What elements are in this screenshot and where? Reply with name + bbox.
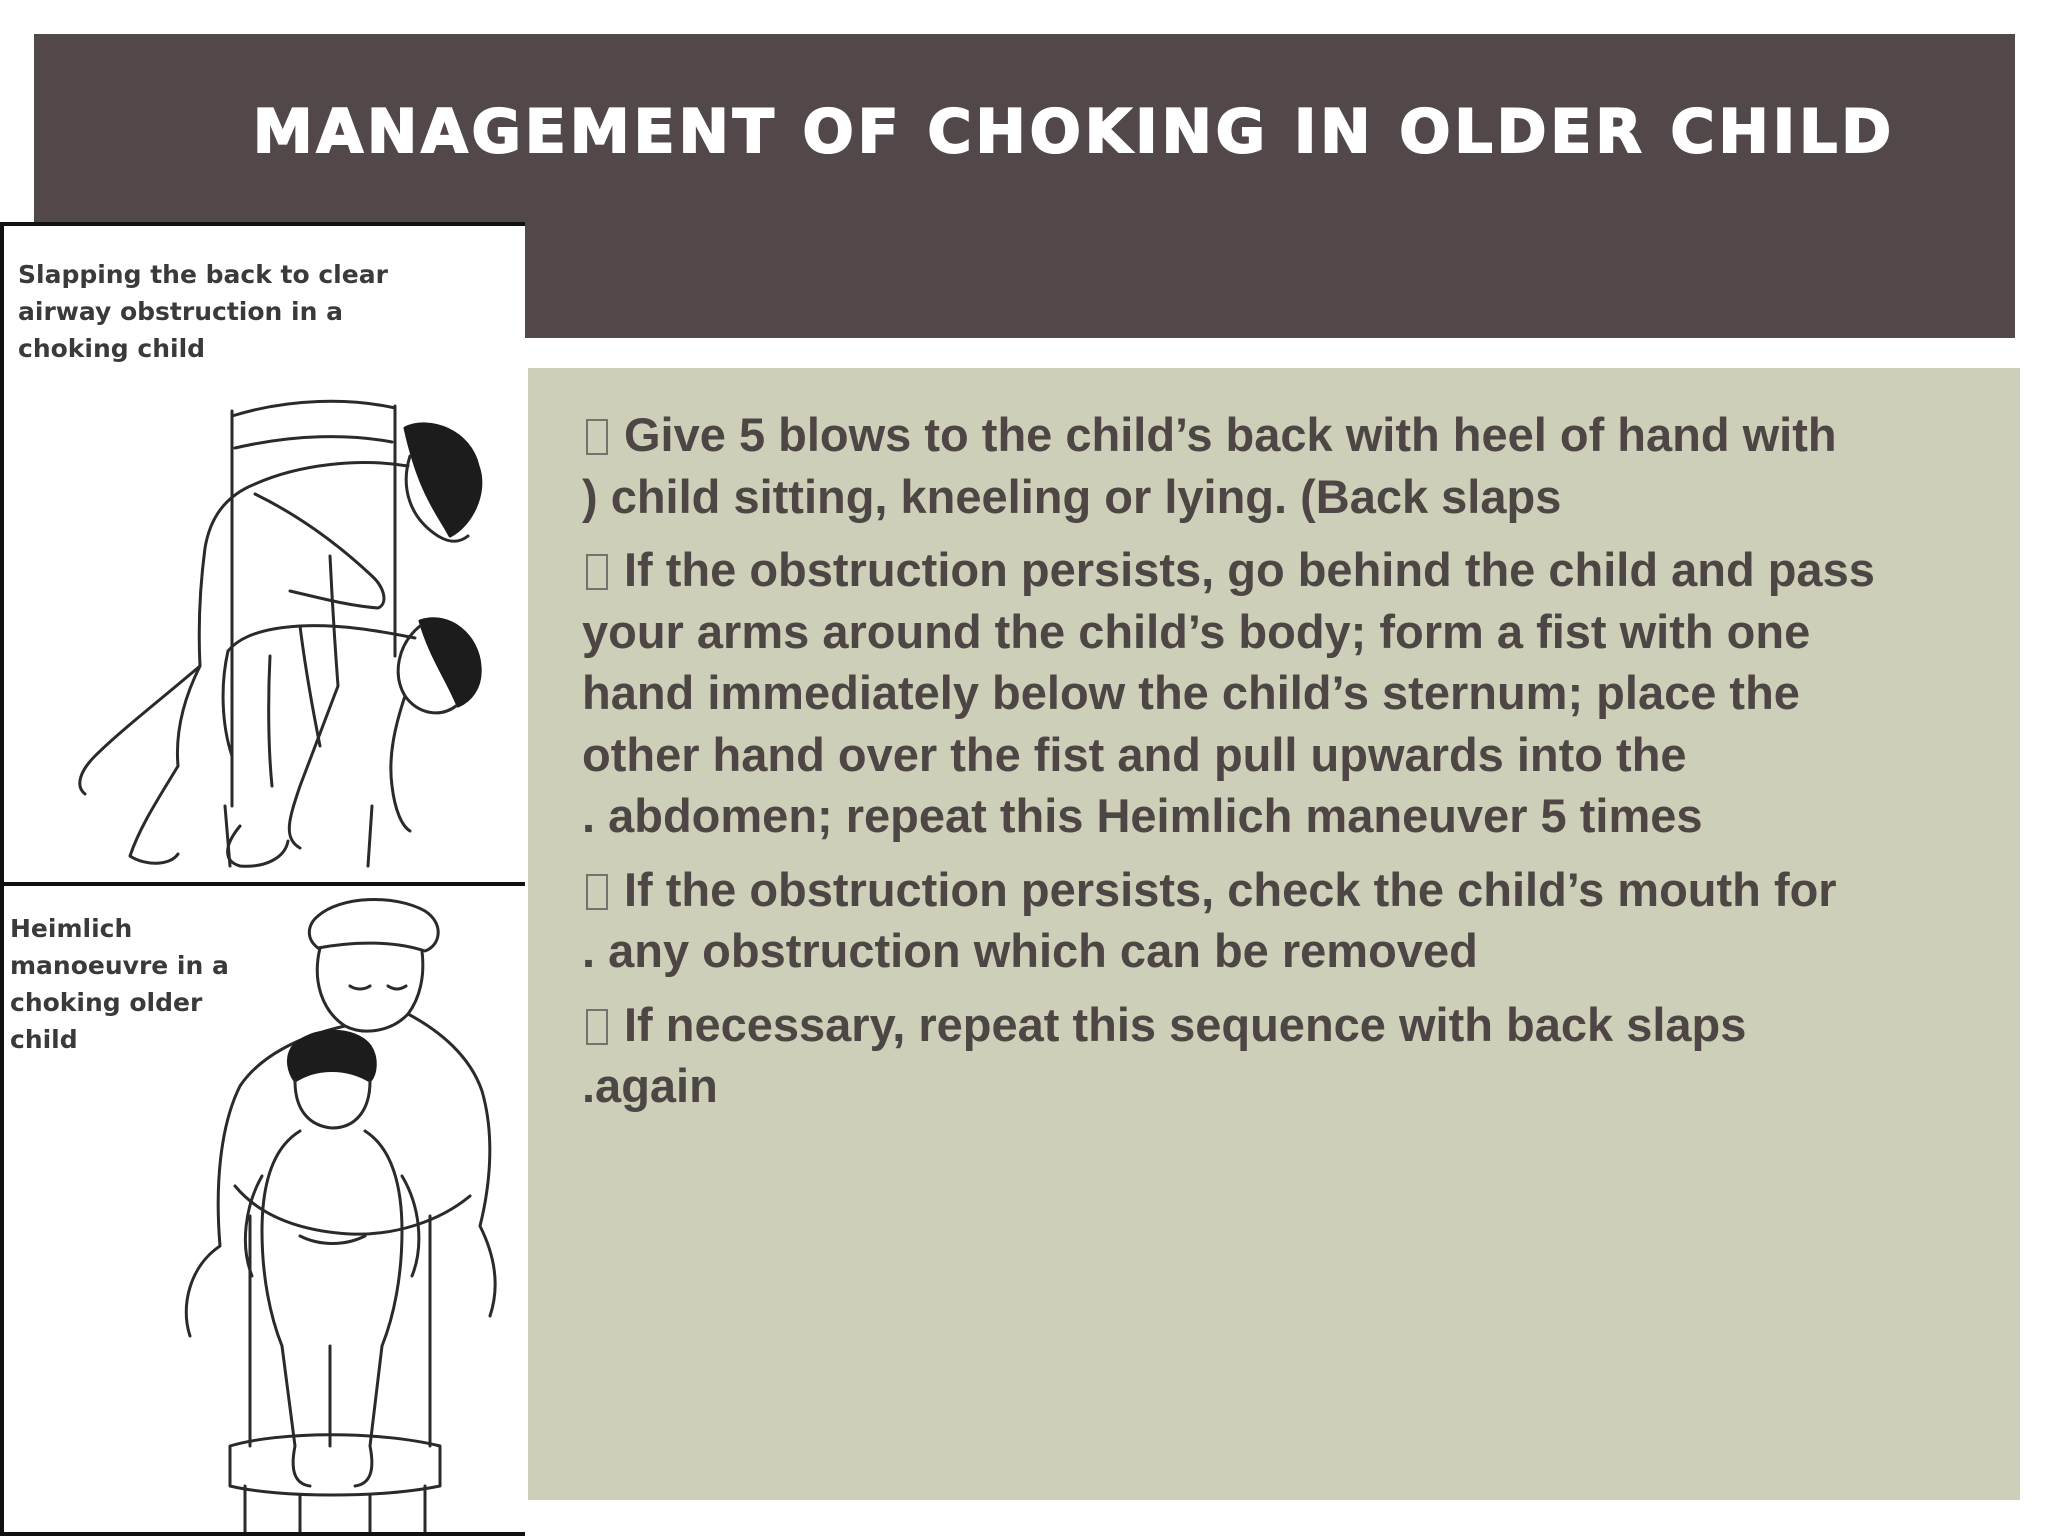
heimlich-caption-line: child: [10, 1025, 78, 1054]
back-slap-caption-line: Slapping the back to clear: [18, 260, 388, 289]
child-fist: [300, 1236, 365, 1244]
bullet-line: . any obstruction which can be removed: [582, 924, 1478, 977]
child-legs: [223, 651, 272, 786]
chair-seat: [230, 1435, 440, 1495]
bullet-repeat: [582, 994, 2022, 1117]
bullet-line: . abdomen; repeat this Heimlich maneuver 5 times: [582, 789, 1703, 842]
adult-leg-left: [80, 666, 200, 863]
bullet-line: [582, 539, 2022, 601]
bullet-box-icon: [586, 1009, 608, 1045]
adult-arm: [255, 494, 384, 608]
bullet-text: If the obstruction persists, go behind the child and pass: [624, 543, 1875, 596]
bullet-text: If the obstruction persists, check the child’s mouth for: [624, 862, 1837, 916]
bullet-line: other hand over the fist and pull upwards into the: [582, 727, 1687, 781]
adult-hair: [405, 424, 481, 536]
bullet-box-icon: [586, 419, 608, 455]
bullet-check-mouth: [582, 859, 2022, 982]
bullet-box-icon: [586, 874, 608, 910]
chair-legs: [225, 806, 372, 866]
child-arms: [245, 1176, 418, 1276]
heimlich-illustration: [0, 886, 525, 1536]
bullet-line: hand immediately below the child’s sternum; place the: [582, 666, 1800, 719]
bullet-box-icon: [586, 554, 608, 590]
child-arm: [391, 696, 410, 831]
child-legs: [282, 1346, 382, 1486]
heimlich-caption-line: manoeuvre in a: [10, 951, 229, 980]
adult-front: [177, 548, 205, 766]
child-face: [295, 1081, 370, 1128]
bullet-list: [582, 404, 2022, 1129]
bullet-line: .again: [582, 1059, 718, 1112]
back-slap-caption-line: choking child: [18, 334, 206, 363]
bullet-line: ) child sitting, kneeling or lying. (Back slaps: [582, 469, 1562, 523]
bullet-back-slaps: [582, 404, 2022, 527]
adult-back: [205, 463, 408, 548]
adult-headwrap: [309, 900, 438, 951]
child-shirt: [300, 626, 320, 746]
bullet-line: [582, 404, 2022, 466]
bullet-line: your arms around the child’s body; form a fist with one: [582, 604, 1811, 658]
child-torso: [262, 1131, 402, 1346]
heimlich-drawing: [0, 886, 525, 1532]
slide-title: MANAGEMENT OF CHOKING IN OLDER CHILD: [252, 97, 1896, 167]
adult-eyes: [350, 986, 406, 989]
bullet-line: [582, 994, 2022, 1056]
bullet-text: If necessary, repeat this sequence with back slaps: [624, 997, 1747, 1051]
child-hair: [288, 1031, 375, 1081]
child-back: [228, 626, 415, 651]
illustration-left-border: [0, 222, 4, 1536]
bullet-line: [582, 859, 2022, 921]
heimlich-caption-line: choking older: [10, 988, 203, 1017]
content-panel: [528, 368, 2020, 1500]
child-hair: [420, 619, 480, 706]
adult-body-right: [408, 1014, 495, 1316]
back-slap-caption-line: airway obstruction in a: [18, 297, 343, 326]
bullet-heimlich: [582, 539, 2022, 847]
bullet-text: Give 5 blows to the child’s back with heel of hand with: [624, 408, 1837, 461]
back-slap-illustration: [0, 222, 525, 886]
adult-arms: [235, 1186, 470, 1234]
back-slap-drawing: [0, 226, 525, 886]
adult-face: [317, 948, 423, 1031]
heimlich-caption-line: Heimlich: [10, 914, 133, 943]
adult-foot: [228, 826, 288, 866]
